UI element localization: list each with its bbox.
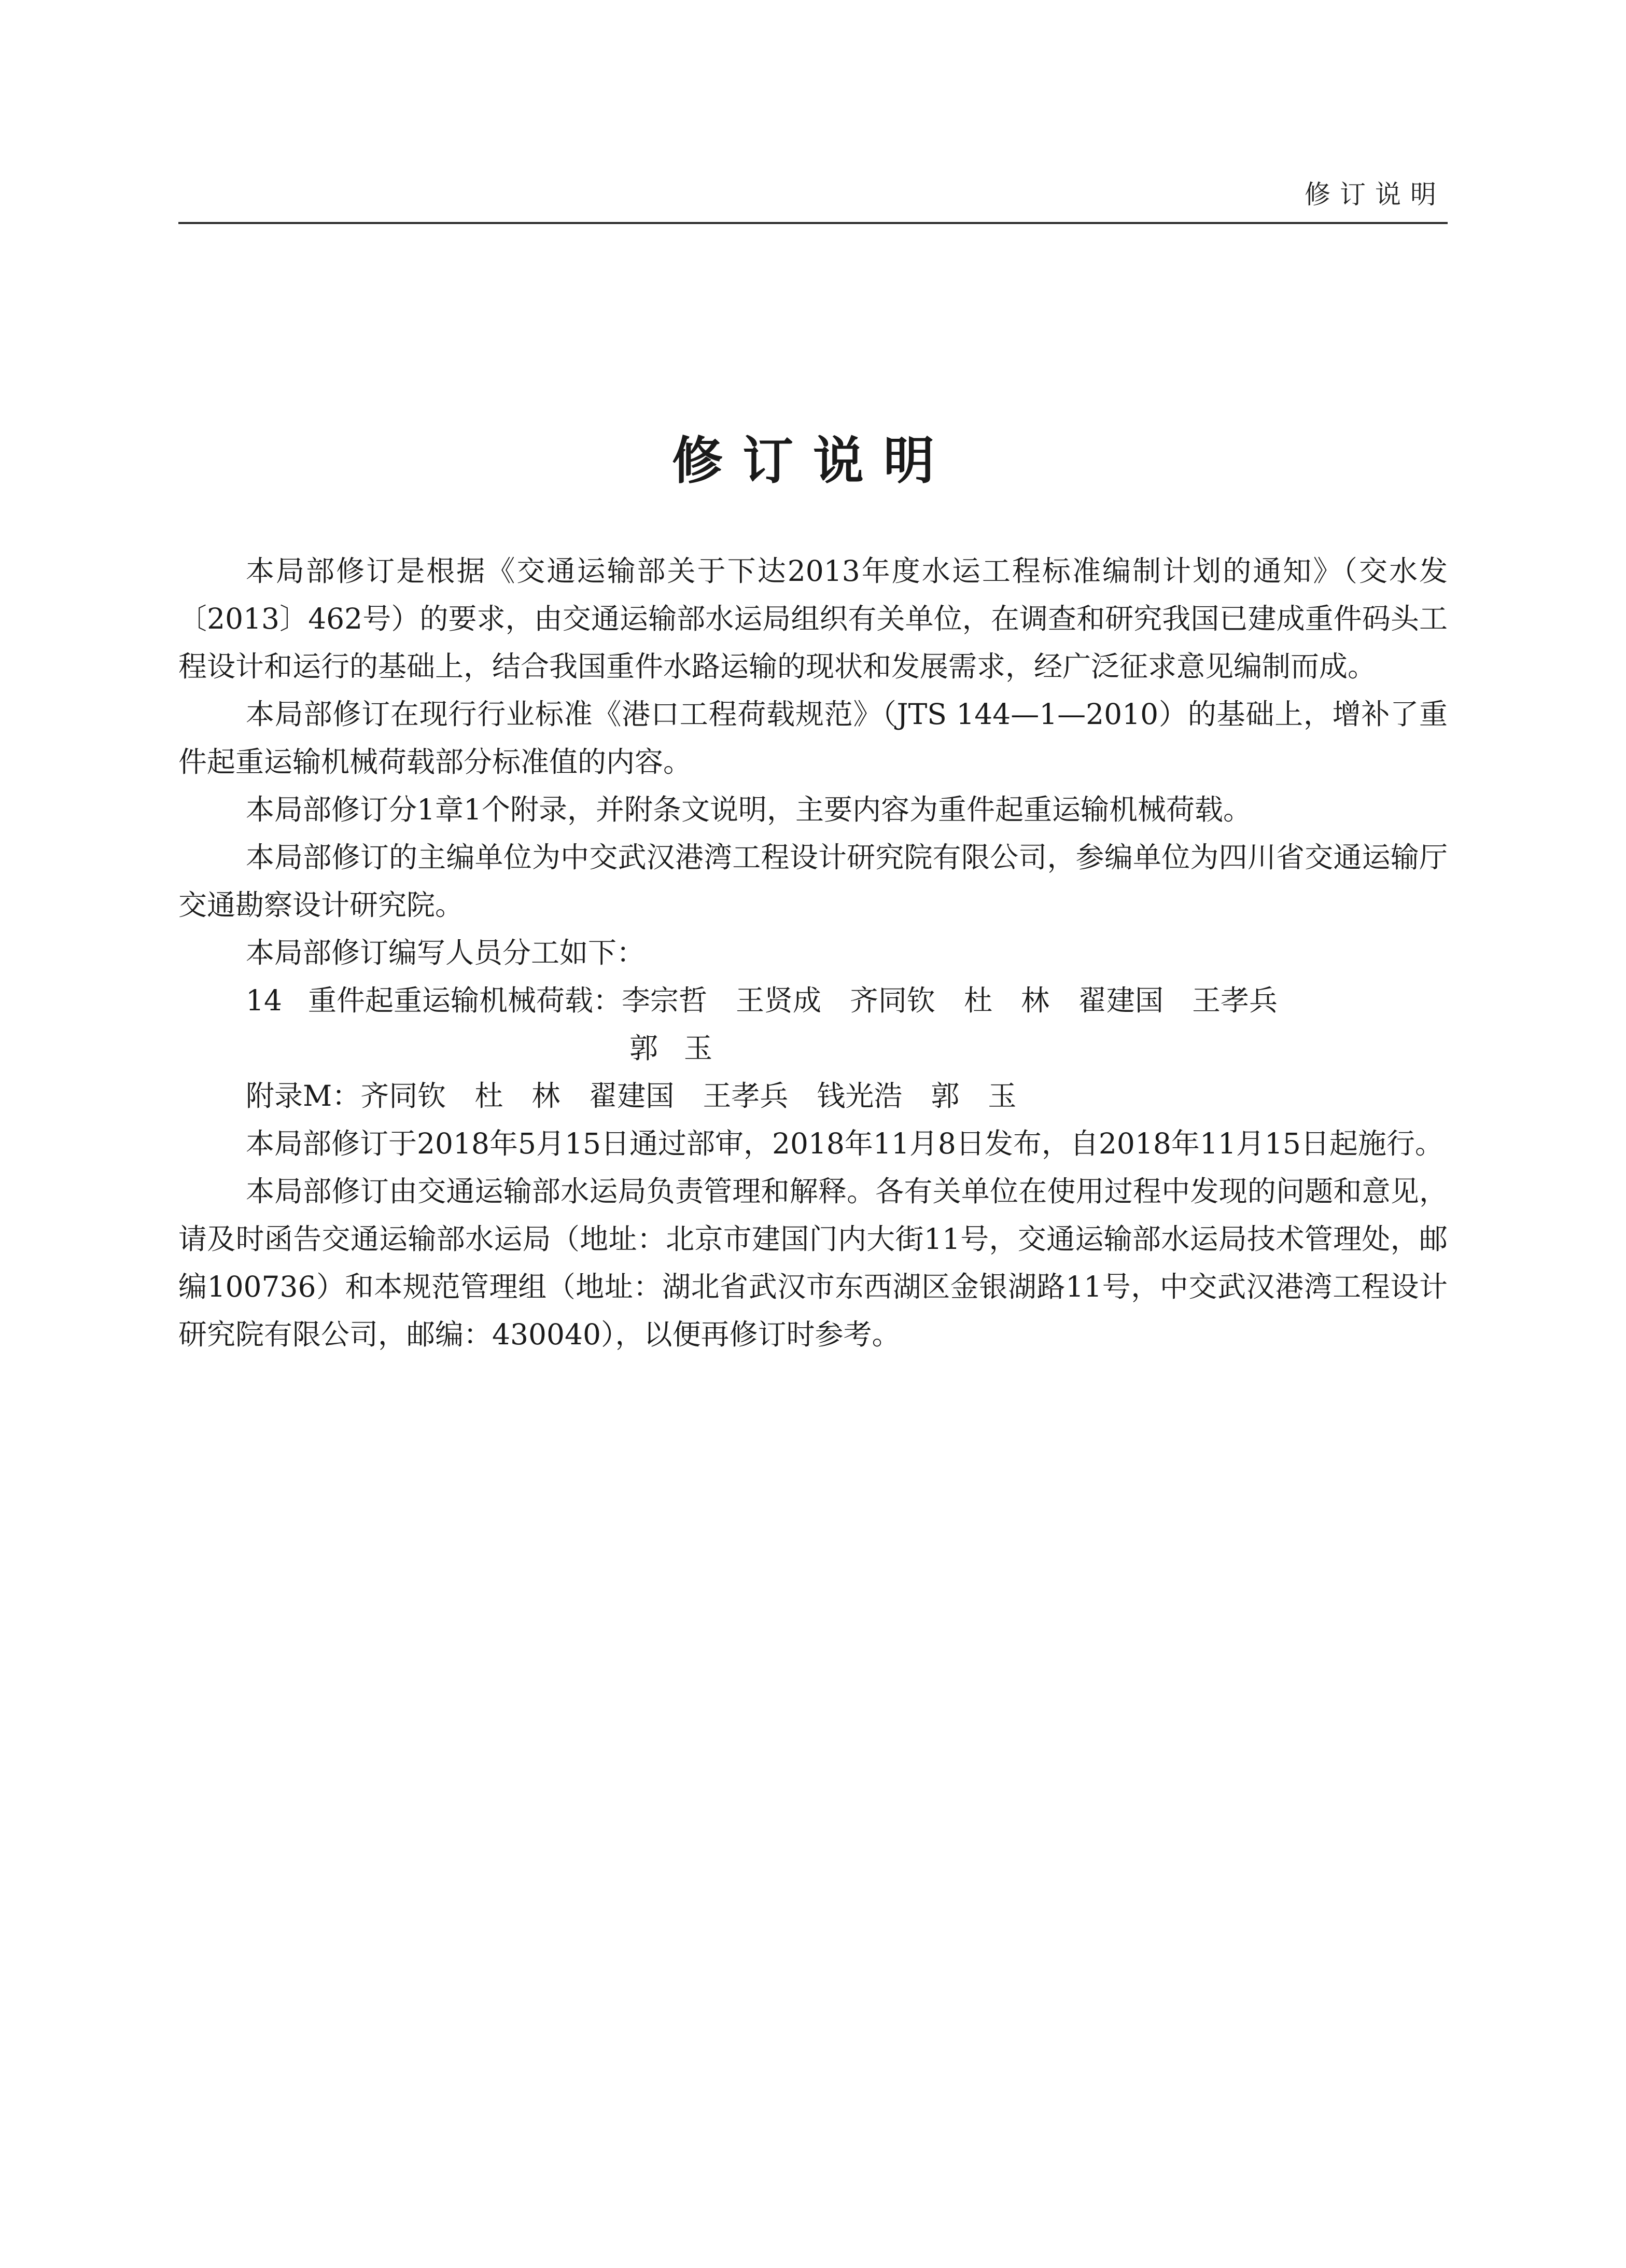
running-header: 修订说明	[1305, 179, 1446, 210]
paragraph-management: 本局部修订由交通运输部水运局负责管理和解释。各有关单位在使用过程中发现的问题和意见，请及时函告交通运输部水运局（地址：北京市建国门内大街11号，交通运输部水运局技术管理处，邮编100736）和本规范管理组（地址：湖北省武汉市东西湖区金银湖路11号，中交武汉港湾工程设计研究院有限公司，邮编：430040），以便再修订时参考。	[178, 1175, 1448, 1351]
document-body	[178, 547, 1448, 1358]
paragraph-editors: 本局部修订的主编单位为中交武汉港湾工程设计研究院有限公司，参编单位为四川省交通运输厅交通勘察设计研究院。	[178, 841, 1448, 922]
paragraph-authors-intro: 本局部修订编写人员分工如下：	[246, 936, 646, 969]
author-line-chapter-cont: 郭玉	[629, 1032, 739, 1065]
chapter-authors: 重件起重运输机械荷载：李宗哲 王贤成 齐同钦 杜 林 翟建国 王孝兵	[308, 984, 1278, 1017]
paragraph-scope: 本局部修订在现行行业标准《港口工程荷载规范》（JTS 144—1—2010）的基础上，增补了重件起重运输机械荷载部分标准值的内容。	[178, 698, 1448, 778]
page-title: 修订说明	[671, 431, 954, 491]
chapter-number: 14	[246, 984, 282, 1017]
paragraph-dates: 本局部修订于2018年5月15日通过部审，2018年11月8日发布，自2018年11月15日起施行。	[246, 1127, 1443, 1160]
author-line-chapter	[178, 977, 1448, 1024]
paragraph-basis: 本局部修订是根据《交通运输部关于下达2013年度水运工程标准编制计划的通知》（交水发〔2013〕462号）的要求，由交通运输部水运局组织有关单位，在调查和研究我国已建成重件码头工程设计和运行的基础上，结合我国重件水路运输的现状和发展需求，经广泛征求意见编制而成。	[178, 554, 1448, 683]
author-line-appendix: 附录M：齐同钦 杜 林 翟建国 王孝兵 钱光浩 郭 玉	[246, 1079, 1017, 1112]
paragraph-structure: 本局部修订分1章1个附录，并附条文说明，主要内容为重件起重运输机械荷载。	[246, 793, 1252, 826]
header-rule	[178, 222, 1448, 224]
